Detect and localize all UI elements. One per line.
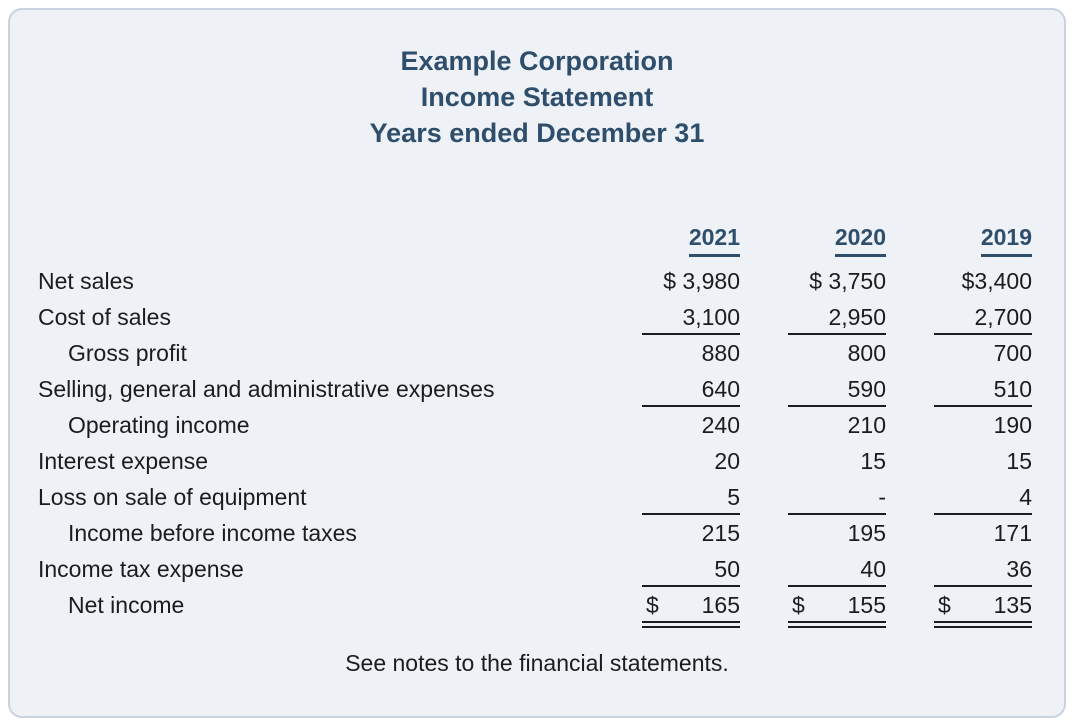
row-label: Loss on sale of equipment — [38, 484, 307, 510]
title-block — [10, 43, 1064, 151]
value-2020: 40 — [788, 551, 886, 587]
amount: 165 — [701, 592, 740, 618]
value-2019: 700 — [993, 340, 1032, 366]
statement-title: Income Statement — [420, 82, 654, 112]
value-2021: $ 3,980 — [663, 268, 740, 294]
row-gross-profit — [38, 335, 1032, 371]
year-header-row — [38, 219, 1032, 263]
amount: 135 — [993, 592, 1032, 618]
row-loss-on-sale-of-equipment — [38, 479, 1032, 515]
income-statement-table — [38, 219, 1032, 623]
row-label: Income tax expense — [38, 556, 244, 582]
header-cell-2021 — [642, 219, 740, 257]
value-2020: 800 — [847, 340, 886, 366]
dollar-sign: $ — [938, 592, 951, 618]
row-net-income — [38, 587, 1032, 623]
row-label: Cost of sales — [38, 304, 171, 330]
value-2019 — [934, 587, 1032, 623]
row-label: Income before income taxes — [68, 520, 357, 546]
value-2021: 3,100 — [642, 299, 740, 335]
header-cell-2020 — [788, 219, 886, 257]
footnote: See notes to the financial statements. — [345, 650, 729, 676]
company-name: Example Corporation — [400, 46, 674, 76]
row-interest-expense — [38, 443, 1032, 479]
value-2020: 2,950 — [788, 299, 886, 335]
value-2020: 210 — [847, 412, 886, 438]
value-2021: 640 — [642, 371, 740, 407]
value-2021: 215 — [701, 520, 740, 546]
value-2019: $3,400 — [961, 268, 1032, 294]
row-operating-income — [38, 407, 1032, 443]
row-label: Interest expense — [38, 448, 209, 474]
value-2021 — [642, 587, 740, 623]
row-label: Operating income — [68, 412, 250, 438]
row-label: Gross profit — [68, 340, 187, 366]
statement-card — [8, 8, 1066, 718]
value-2019: 36 — [934, 551, 1032, 587]
value-2021: 5 — [642, 479, 740, 515]
row-label: Selling, general and administrative expenses — [38, 376, 495, 402]
value-2019: 4 — [934, 479, 1032, 515]
value-2020 — [788, 587, 886, 623]
value-2021: 240 — [701, 412, 740, 438]
amount: 155 — [847, 592, 886, 618]
year-2020-label: 2020 — [835, 221, 886, 257]
value-2019: 190 — [993, 412, 1032, 438]
value-2021: 20 — [714, 448, 740, 474]
value-2020: 15 — [860, 448, 886, 474]
row-income-before-income-taxes — [38, 515, 1032, 551]
period-title: Years ended December 31 — [369, 118, 705, 148]
row-net-sales — [38, 263, 1032, 299]
value-2021: 50 — [642, 551, 740, 587]
value-2019: 15 — [1006, 448, 1032, 474]
header-cell-2019 — [934, 219, 1032, 257]
year-2021-label: 2021 — [689, 221, 740, 257]
row-cost-of-sales — [38, 299, 1032, 335]
value-2020: $ 3,750 — [809, 268, 886, 294]
value-2019: 171 — [993, 520, 1032, 546]
value-2020: 195 — [847, 520, 886, 546]
year-2019-label: 2019 — [981, 221, 1032, 257]
value-2020: 590 — [788, 371, 886, 407]
row-income-tax-expense — [38, 551, 1032, 587]
value-2019: 510 — [934, 371, 1032, 407]
row-label: Net sales — [38, 268, 134, 294]
value-2019: 2,700 — [934, 299, 1032, 335]
dollar-sign: $ — [792, 592, 805, 618]
dollar-sign: $ — [646, 592, 659, 618]
value-2021: 880 — [701, 340, 740, 366]
value-2020: - — [788, 479, 886, 515]
row-sga-expenses — [38, 371, 1032, 407]
row-label: Net income — [68, 592, 185, 618]
